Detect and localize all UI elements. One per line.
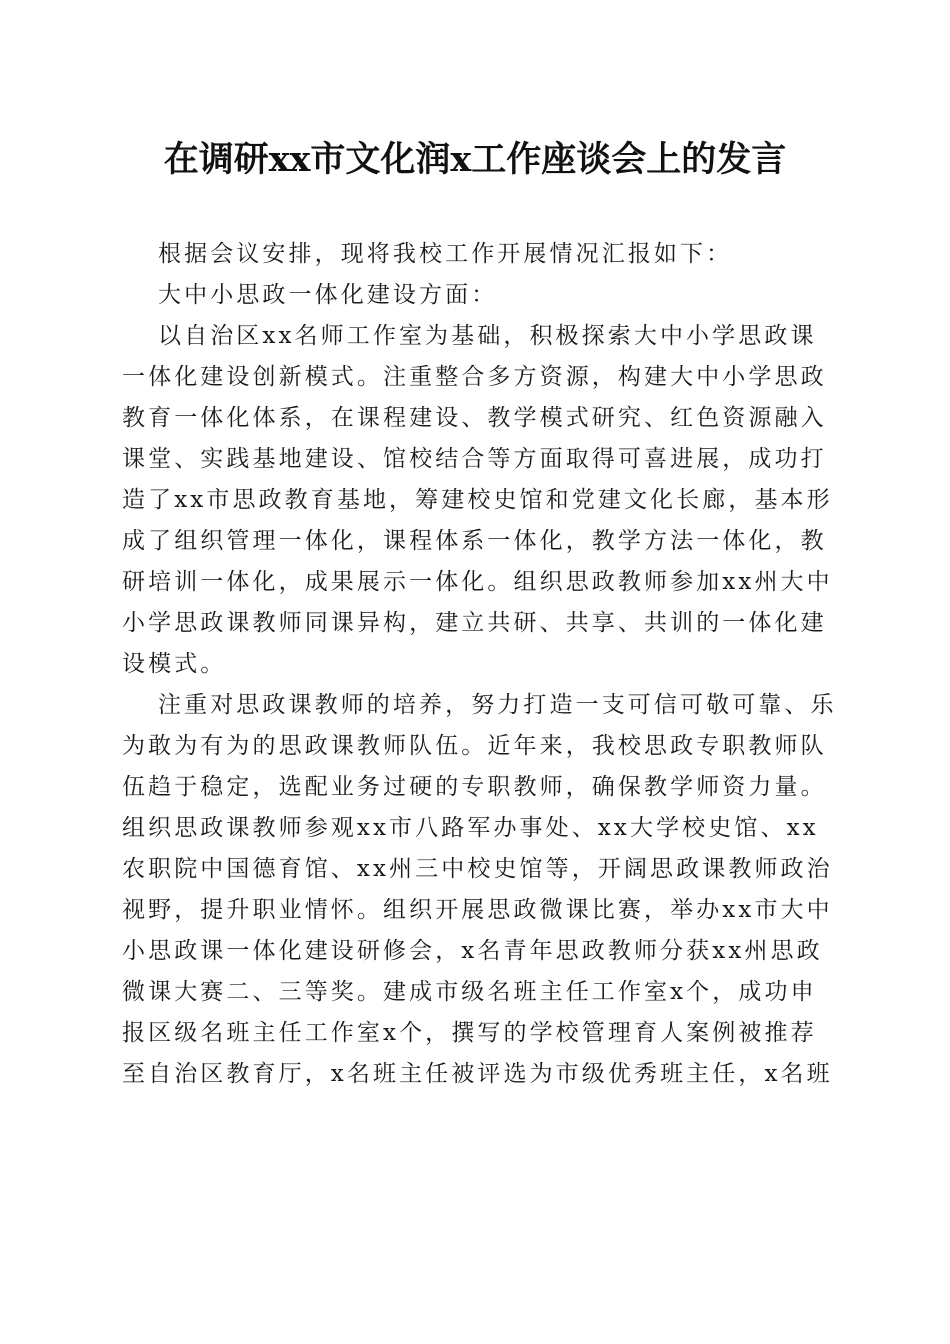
paragraph-line: 农职院中国德育馆、xx州三中校史馆等，开阔思政课教师政治 [122, 856, 833, 882]
paragraph-line: 研培训一体化，成果展示一体化。组织思政教师参加xx州大中 [122, 569, 833, 595]
paragraph-line: 根据会议安排，现将我校工作开展情况汇报如下： [158, 241, 733, 267]
paragraph-line: 至自治区教育厅，x名班主任被评选为市级优秀班主任，x名班 [122, 1061, 833, 1087]
paragraph-line: 为敢为有为的思政课教师队伍。近年来，我校思政专职教师队 [122, 733, 827, 759]
paragraph-line: 报区级名班主任工作室x个，撰写的学校管理育人案例被推荐 [122, 1020, 817, 1046]
paragraph-line: 教育一体化体系，在课程建设、教学模式研究、红色资源融入 [122, 405, 827, 431]
paragraph-integration [122, 316, 833, 685]
paragraph-line: 微课大赛二、三等奖。建成市级名班主任工作室x个，成功申 [122, 979, 817, 1005]
paragraph-line: 以自治区xx名师工作室为基础，积极探索大中小学思政课 [158, 323, 817, 349]
paragraph-line: 一体化建设创新模式。注重整合多方资源，构建大中小学思政 [122, 364, 827, 390]
paragraph-line: 大中小思政一体化建设方面： [158, 282, 498, 308]
paragraph-section-heading [122, 275, 824, 316]
document-title: 在调研xx市文化润x工作座谈会上的发言 [163, 139, 787, 180]
paragraph-line: 设模式。 [122, 651, 227, 677]
paragraph-intro [122, 234, 824, 275]
paragraph-line: 成了组织管理一体化，课程体系一体化，教学方法一体化，教 [122, 528, 827, 554]
paragraph-line: 伍趋于稳定，选配业务过硬的专职教师，确保教学师资力量。 [122, 774, 827, 800]
paragraph-line: 小思政课一体化建设研修会，x名青年思政教师分获xx州思政 [122, 938, 823, 964]
paragraph-line: 课堂、实践基地建设、馆校结合等方面取得可喜进展，成功打 [122, 446, 827, 472]
document-body [122, 234, 837, 1095]
paragraph-line: 造了xx市思政教育基地，筹建校史馆和党建文化长廊，基本形 [122, 487, 833, 513]
paragraph-line: 小学思政课教师同课异构，建立共研、共享、共训的一体化建 [122, 610, 827, 636]
paragraph-line: 组织思政课教师参观xx市八路军办事处、xx大学校史馆、xx [122, 815, 819, 841]
paragraph-line: 注重对思政课教师的培养，努力打造一支可信可敬可靠、乐 [158, 692, 837, 718]
paragraph-teacher-training [122, 685, 837, 1095]
paragraph-line: 视野，提升职业情怀。组织开展思政微课比赛，举办xx市大中 [122, 897, 833, 923]
